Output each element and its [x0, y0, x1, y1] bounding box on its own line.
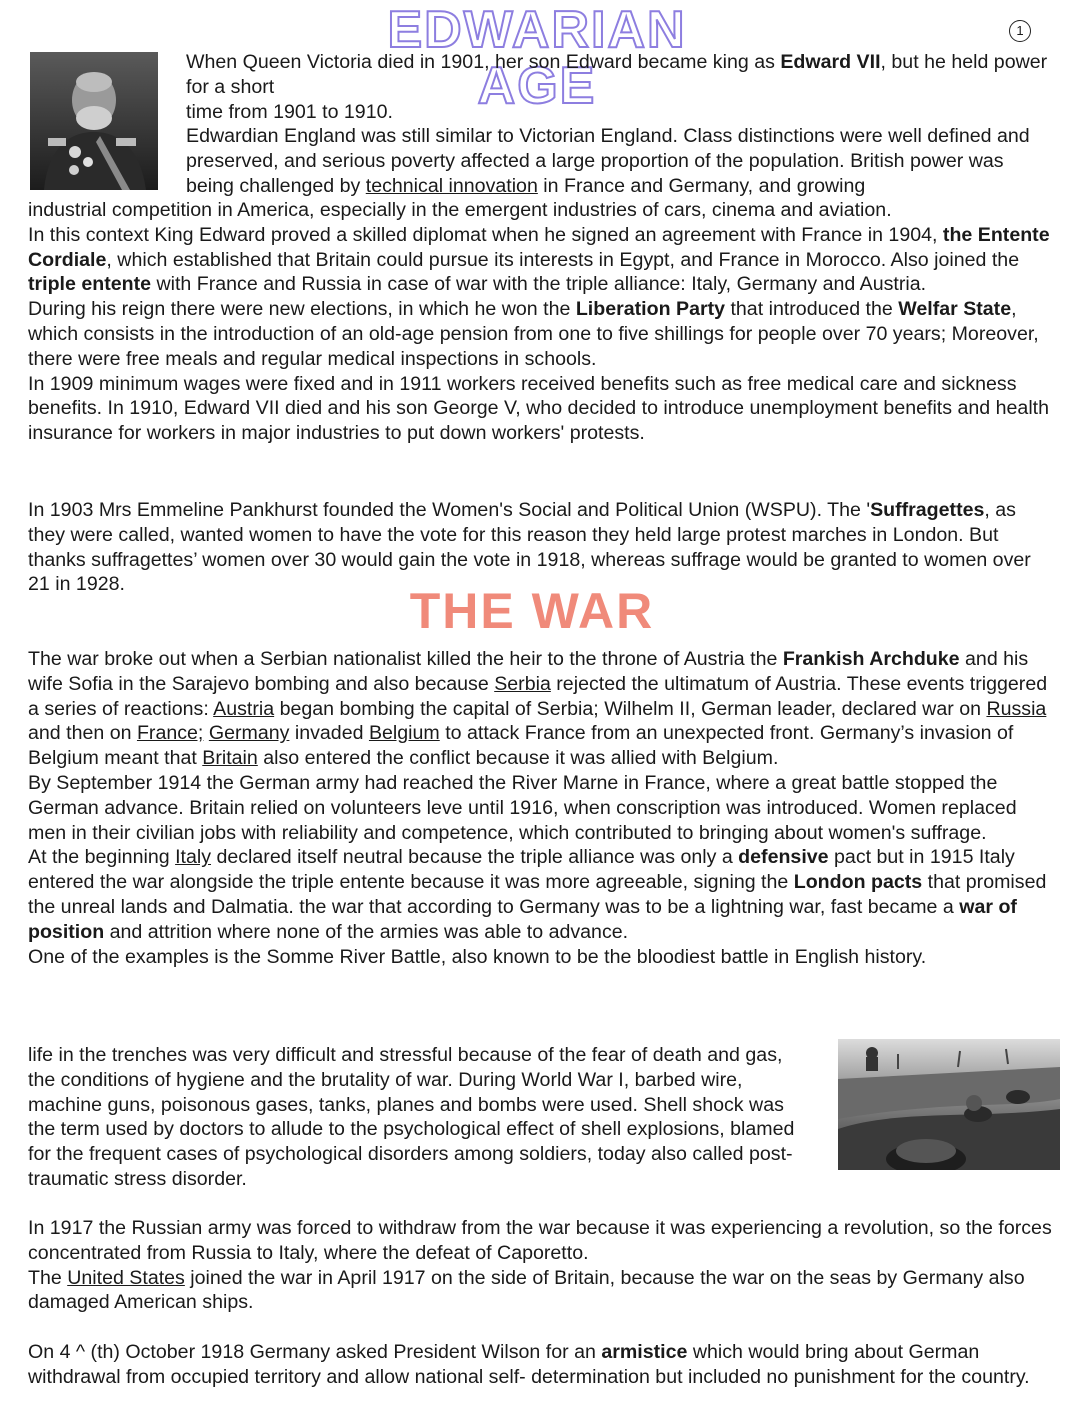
paragraph-italy: At the beginning Italy declared itself neutral because the triple alliance was only a defensive pact but in 1915 Italy entered the war alongside the triple entente because it was more agreeable, signing the London pacts that promised the unreal lands and Dalmatia. the war that according to Germany was to be a lightning war, fast became a war of position and attrition where none of the armies was able to advance. [28, 846, 1047, 943]
intro-text [186, 50, 1056, 199]
portrait-image [30, 52, 158, 190]
paragraph-united-states: The United States joined the war in April 1917 on the side of Britain, because the war on the seas by Germany also damaged American ships. [28, 1266, 1025, 1314]
paragraph-russia-withdraw: In 1917 the Russian army was forced to withdraw from the war because it was experiencing a revolution, so the forces concentrated from Russia to Italy, where the defeat of Caporetto. [28, 1217, 1052, 1264]
paragraph-wages: In 1909 minimum wages were fixed and in 1911 workers received benefits such as free medical care and sickness benefits. In 1910, Edward VII died and his son George V, who decided to introduce unemployment benefits and health insurance for workers in major industries to put down workers' protests. [28, 372, 1050, 445]
paragraph-competition: industrial competition in America, especially in the emergent industries of cars, cinema and aviation. [28, 199, 892, 221]
page-number: 1 [1009, 20, 1031, 42]
paragraph-marne: By September 1914 the German army had reached the River Marne in France, where a great battle stopped the German advance. Britain relied on volunteers leve until 1916, when conscription was introduced. Women replaced men in their civilian jobs with reliability and competence, which contributed to bringing about women's suffrage. [28, 771, 1017, 844]
trench-image [838, 1039, 1060, 1170]
trenches-text [28, 1043, 798, 1192]
paragraph-armistice: On 4 ^ (th) October 1918 Germany asked President Wilson for an armistice which would bring about German withdrawal from occupied territory and allow national self- determination but included no punishment for the country. [28, 1341, 1030, 1388]
paragraph-somme: One of the examples is the Somme River Battle, also known to be the bloodiest battle in English history. [28, 945, 927, 968]
war-text [28, 647, 1058, 969]
paragraph-welfare: During his reign there were new elections, in which he won the Liberation Party that introduced the Welfar State, which consists in the introduction of an old-age pension from one to five shillings for people over 70 years; Moreover, there were free meals and regular medical inspections in schools. [28, 298, 1039, 370]
russia-us-text [28, 1216, 1058, 1315]
page-title: EDWARIAN AGE [387, 1, 687, 115]
paragraph-trenches: life in the trenches was very difficult and stressful because of the fear of death and gas, the conditions of hygiene and the brutality of war. During World War I, barbed wire, machine guns, poisonous gases, tanks, planes and bombs were used. Shell shock was the term used by doctors to allude to the psychological effect of shell explosions, blamed for the frequent cases of psychological disorders among soldiers, today also called post-traumatic stress disorder. [28, 1044, 795, 1190]
paragraph-edward-reign: When Queen Victoria died in 1901, her son Edward became king as Edward VII, but he held power for a short time from 1901 to 1910. [186, 51, 1048, 123]
edwardian-text [28, 198, 1058, 446]
paragraph-suffragettes: In 1903 Mrs Emmeline Pankhurst founded the Women's Social and Political Union (WSPU). The 'Suffragettes, as they were called, wanted women to have the vote for this reason they held large protest marches in London. But thanks suffragettes’ women over 30 would gain the vote in 1918, whereas suffrage would be granted to women over 21 in 1928. [28, 499, 1031, 596]
section-title-the-war: THE WAR [409, 583, 655, 639]
paragraph-edwardian-england: Edwardian England was still similar to Victorian England. Class distinctions were well defined and preserved, and serious poverty affected a large proportion of the population. British power was being challenged by technical innovation in France and Germany, and growing [186, 125, 1030, 197]
paragraph-war-outbreak: The war broke out when a Serbian nationalist killed the heir to the throne of Austria the Frankish Archduke and his wife Sofia in the Sarajevo bombing and also because Serbia rejected the ultimatum of Austria. These events triggered a series of reactions: Austria began bombing the capital of Serbia; Wilhelm II, German leader, declared war on Russia and then on France; Germany invaded Belgium to attack France from an unexpected front. Germany’s invasion of Belgium meant that Britain also entered the conflict because it was allied with Belgium. [28, 648, 1048, 770]
armistice-text [28, 1340, 1058, 1390]
paragraph-entente: In this context King Edward proved a skilled diplomat when he signed an agreement with France in 1904, the Entente Cordiale, which established that Britain could pursue its interests in Egypt, and France in Morocco. Also joined the triple entente with France and Russia in case of war with the triple alliance: Italy, Germany and Austria. [28, 223, 1050, 296]
